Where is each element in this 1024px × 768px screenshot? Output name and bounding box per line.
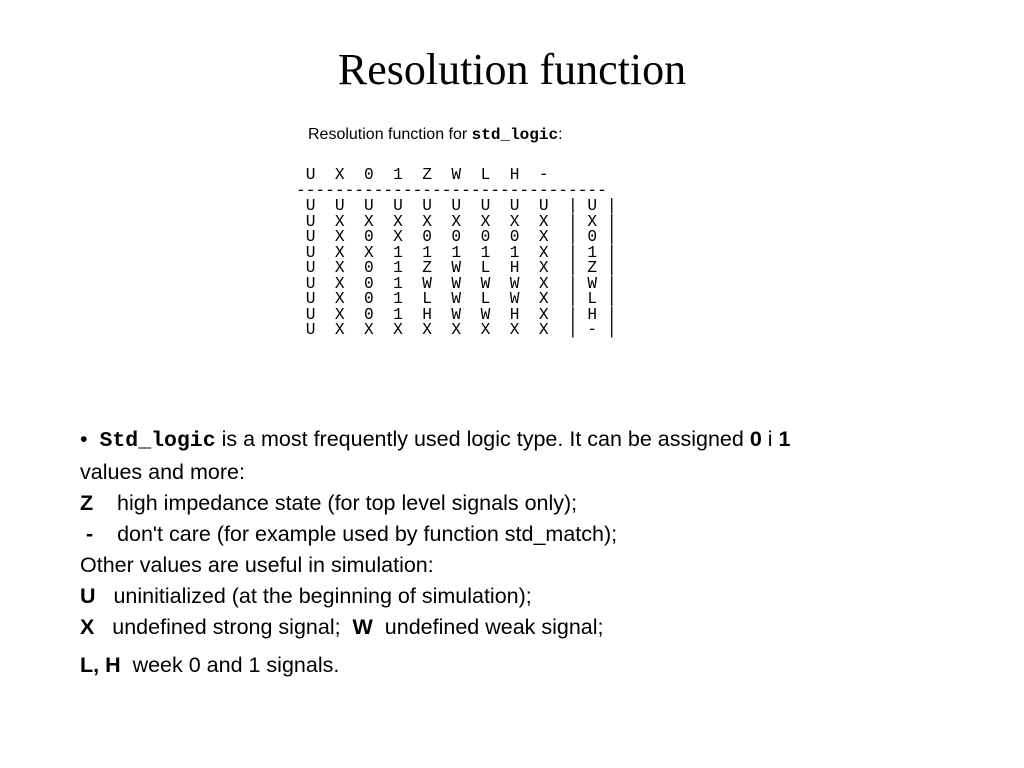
table-caption bbox=[308, 124, 563, 146]
x-symbol: X bbox=[80, 615, 95, 639]
table-row: U X 0 1 Z W L H X | Z | bbox=[296, 259, 617, 277]
lh-symbol: L, H bbox=[80, 653, 121, 677]
other-values-line: Other values are useful in simulation: bbox=[80, 553, 434, 577]
bullet-icon: • bbox=[80, 427, 88, 451]
z-symbol: Z bbox=[80, 491, 94, 515]
dash-symbol: - bbox=[85, 522, 94, 546]
intro-line bbox=[80, 424, 960, 457]
table-row: U X 0 1 H W W H X | H | bbox=[296, 305, 617, 324]
dash-description: don't care (for example used by function std_match); bbox=[117, 522, 618, 546]
dash-line bbox=[80, 519, 960, 550]
table-row: U U U U U U U U U | U | bbox=[296, 197, 617, 215]
z-description: high impedance state (for top level signals only); bbox=[117, 491, 578, 515]
caption-text: Resolution function for bbox=[308, 126, 472, 143]
intro-text: is a most frequently used logic type. It can be assigned bbox=[215, 427, 750, 451]
table-row: U X 0 X 0 0 0 0 X | 0 | bbox=[296, 228, 617, 246]
slide-body bbox=[80, 424, 960, 681]
table-row: U X X X X X X X X | X | bbox=[296, 212, 617, 231]
w-symbol: W bbox=[352, 615, 373, 639]
u-description: uninitialized (at the beginning of simulation); bbox=[113, 584, 532, 608]
w-description: undefined weak signal; bbox=[384, 615, 604, 639]
table-row: U X X 1 1 1 1 1 X | 1 | bbox=[296, 243, 617, 262]
lh-description: week 0 and 1 signals. bbox=[132, 653, 340, 677]
table-header-row: U X 0 1 Z W L H - bbox=[296, 166, 549, 184]
lh-line bbox=[80, 650, 960, 681]
intro-code: Std_logic bbox=[99, 429, 216, 453]
caption-suffix: : bbox=[558, 126, 563, 143]
table-row: U X 0 1 W W W W X | W | bbox=[296, 274, 617, 293]
value-zero: 0 bbox=[749, 427, 762, 451]
u-symbol: U bbox=[80, 584, 96, 608]
intro-continuation: values and more: bbox=[80, 460, 245, 484]
resolution-table bbox=[296, 168, 617, 339]
caption-code: std_logic bbox=[471, 126, 559, 144]
xw-line bbox=[80, 612, 960, 643]
table-row: U X X X X X X X X | - | bbox=[296, 321, 617, 339]
x-description: undefined strong signal; bbox=[112, 615, 341, 639]
value-one: 1 bbox=[778, 427, 791, 451]
table-row: U X 0 1 L W L W X | L | bbox=[296, 290, 617, 308]
conjunction: i bbox=[761, 427, 779, 451]
z-line bbox=[80, 488, 960, 519]
u-line bbox=[80, 581, 960, 612]
table-divider: -------------------------------- bbox=[296, 181, 607, 200]
slide-title: Resolution function bbox=[337, 45, 687, 94]
